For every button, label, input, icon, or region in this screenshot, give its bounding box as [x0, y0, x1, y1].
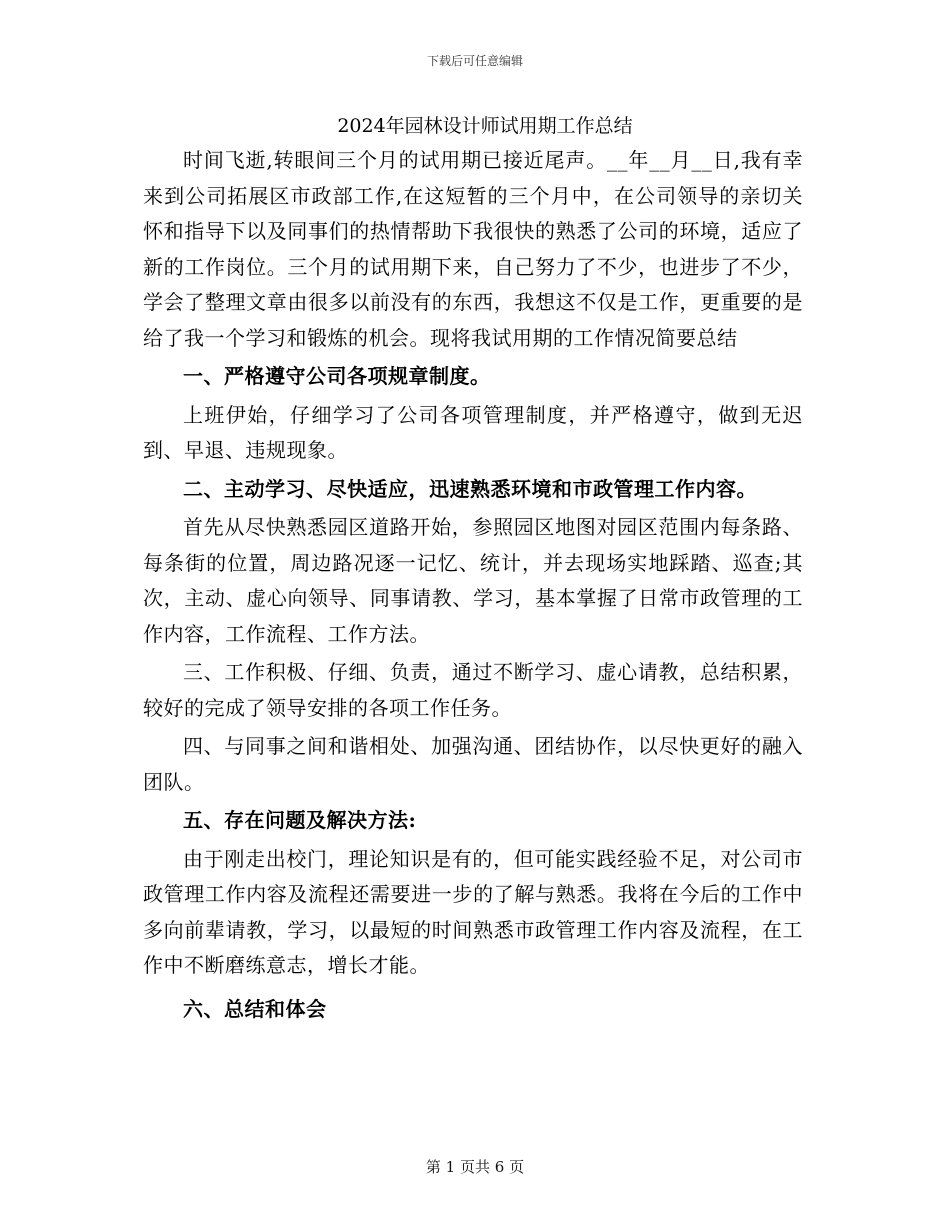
section-2-heading: 二、主动学习、尽快适应，迅速熟悉环境和市政管理工作内容。	[183, 476, 757, 501]
document-body	[143, 111, 803, 1027]
header-note: 下载后可任意编辑	[426, 54, 523, 68]
section-2-body: 首先从尽快熟悉园区道路开始，参照园区地图对园区范围内每条路、每条街的位置，周边路况逐一记忆、统计，并去现场实地踩踏、巡查;其次，主动、虚心向领导、同事请教、学习，基本掌握了日常市政管理的工作内容，工作流程、工作方法。	[143, 515, 803, 646]
section-5-body: 由于刚走出校门，理论知识是有的，但可能实践经验不足，对公司市政管理工作内容及流程还需要进一步的了解与熟悉。我将在今后的工作中多向前辈请教，学习，以最短的时间熟悉市政管理工作内容及流程，在工作中不断磨练意志，增长才能。	[143, 846, 803, 977]
section-1-heading: 一、严格遵守公司各项规章制度。	[183, 364, 491, 388]
section-3-body: 三、工作积极、仔细、负责，通过不断学习、虚心请教，总结积累，较好的完成了领导安排的各项工作任务。	[143, 660, 803, 720]
page-footer: 第 1 页共 6 页	[425, 1158, 525, 1176]
section-6-heading: 六、总结和体会	[183, 996, 327, 1021]
section-4-body: 四、与同事之间和谐相处、加强沟通、团结协作，以尽快更好的融入团队。	[143, 734, 803, 794]
intro-paragraph: 时间飞逝,转眼间三个月的试用期已接近尾声。__年__月__日,我有幸来到公司拓展区市政部工作,在这短暂的三个月中，在公司领导的亲切关怀和指导下以及同事们的热情帮助下我很快的熟悉了公司的环境，适应了新的工作岗位。三个月的试用期下来，自己努力了不少，也进步了不少，学会了整理文章由很多以前没有的东西，我想这不仅是工作，更重要的是给了我一个学习和锻炼的机会。现将我试用期的工作情况简要总结	[143, 148, 803, 350]
section-1-body: 上班伊始，仔细学习了公司各项管理制度，并严格遵守，做到无迟到、早退、违规现象。	[143, 402, 803, 462]
section-5-heading: 五、存在问题及解决方法:	[183, 808, 417, 832]
document-title: 2024年园林设计师试用期工作总结	[337, 115, 633, 137]
